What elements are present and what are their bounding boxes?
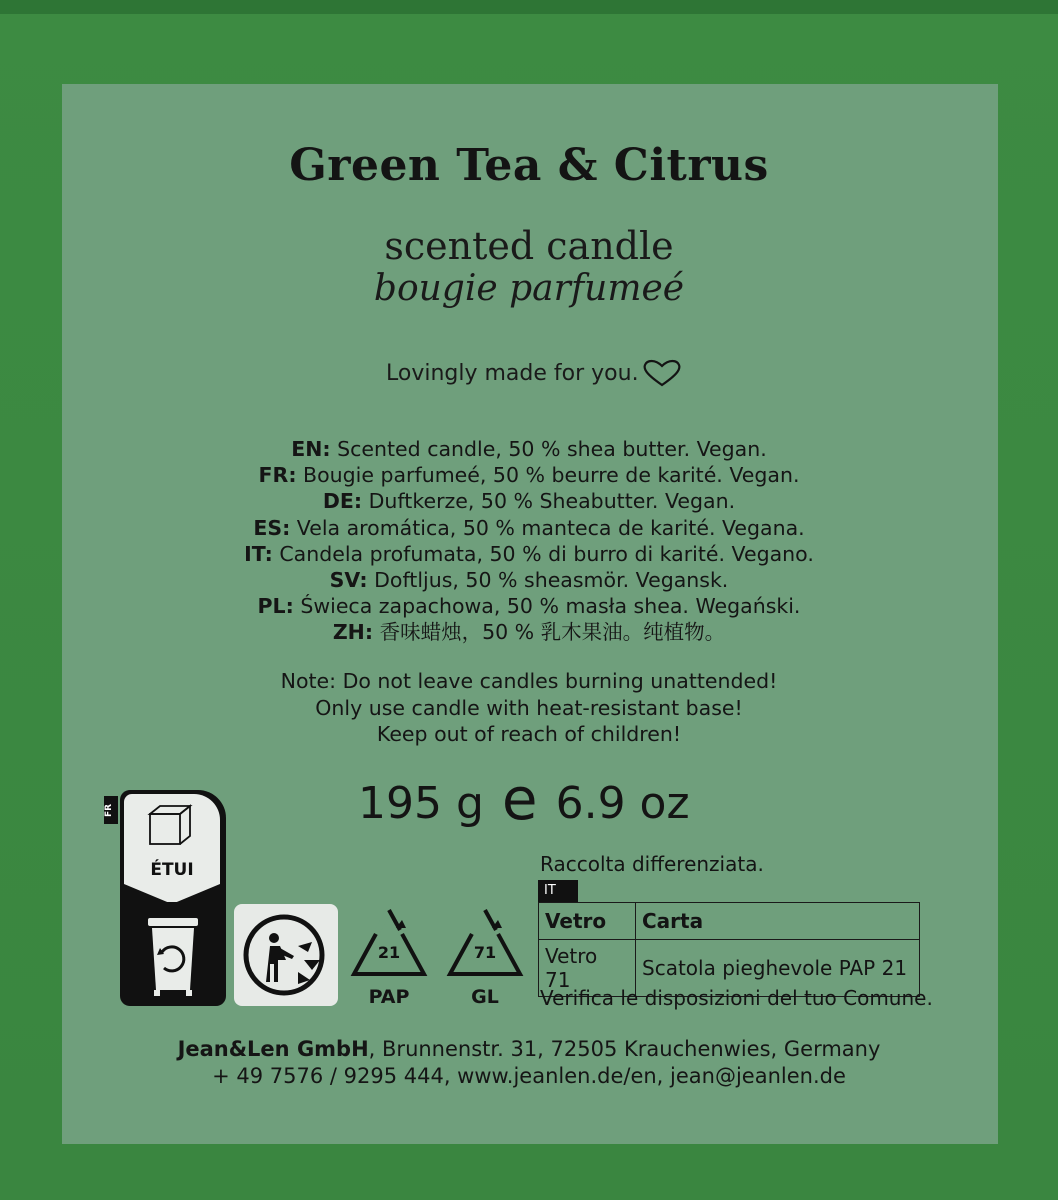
weight-grams: 195 g bbox=[358, 777, 484, 829]
box-top-edge bbox=[0, 0, 1058, 14]
product-subtitle-fr: bougie parfumeé bbox=[373, 268, 685, 309]
lang-code: EN: bbox=[291, 437, 331, 461]
pap-label: PAP bbox=[368, 986, 410, 1008]
recycling-table bbox=[538, 902, 920, 997]
note-line: Note: Do not leave candles burning unattended! bbox=[280, 669, 778, 693]
company-info bbox=[0, 1036, 1058, 1090]
box-icon bbox=[124, 794, 220, 860]
note-line: Only use candle with heat-resistant base! bbox=[315, 695, 743, 720]
lang-line-en bbox=[0, 436, 1058, 462]
lang-line-sv bbox=[0, 567, 1058, 593]
verifica-text: Verifica le disposizioni del tuo Comune. bbox=[540, 986, 933, 1010]
chevron-down-icon bbox=[124, 884, 220, 906]
company-address-line bbox=[0, 1036, 1058, 1063]
it-tag: IT bbox=[538, 880, 578, 902]
product-subtitle-en: scented candle bbox=[384, 224, 674, 268]
lang-line-it bbox=[0, 541, 1058, 567]
table-header-cell: Vetro bbox=[539, 903, 636, 940]
gl-number: 71 bbox=[473, 943, 497, 962]
lang-line-fr bbox=[0, 462, 1058, 488]
lang-code: SV: bbox=[329, 568, 368, 593]
gl-label: GL bbox=[471, 986, 499, 1008]
lang-code: DE: bbox=[322, 489, 363, 514]
lang-text: 香味蜡烛，50 % 乳木果油。纯植物。 bbox=[373, 620, 726, 645]
company-address: , Brunnenstr. 31, 72505 Krauchenwies, Germany bbox=[368, 1037, 881, 1061]
lang-text: Duftkerze, 50 % Sheabutter. Vegan. bbox=[362, 489, 736, 514]
lang-text: Candela profumata, 50 % di burro di karité. Vegano. bbox=[272, 541, 814, 566]
lang-line-de bbox=[0, 488, 1058, 514]
lang-code: ZH: bbox=[332, 620, 374, 645]
safety-note bbox=[0, 668, 1058, 748]
etui-label: ÉTUI bbox=[150, 860, 194, 880]
tidyman-icon bbox=[234, 904, 338, 1006]
bin-area bbox=[124, 904, 220, 1002]
lang-text: Doftljus, 50 % sheasmör. Vegansk. bbox=[367, 568, 729, 593]
estimated-sign-icon: e bbox=[501, 765, 538, 833]
company-name: Jean&Len GmbH bbox=[177, 1037, 369, 1061]
language-descriptions bbox=[0, 436, 1058, 646]
table-cell: Scatola pieghevole PAP 21 bbox=[636, 940, 920, 997]
gl-recycle-icon bbox=[440, 904, 530, 984]
fr-tag: FR bbox=[104, 796, 118, 824]
tagline-text: Lovingly made for you. bbox=[386, 360, 639, 386]
lang-line-pl bbox=[0, 593, 1058, 619]
product-title: Green Tea & Citrus bbox=[289, 140, 769, 191]
tidyman-panel bbox=[234, 904, 338, 1006]
raccolta-text: Raccolta differenziata. bbox=[540, 852, 764, 876]
lang-code: IT: bbox=[244, 541, 273, 566]
lang-line-es bbox=[0, 515, 1058, 541]
tagline bbox=[386, 358, 683, 388]
weight-ounces: 6.9 oz bbox=[555, 777, 690, 829]
lang-code: ES: bbox=[253, 515, 291, 540]
note-line: Keep out of reach of children! bbox=[376, 722, 682, 746]
lang-text: Świeca zapachowa, 50 % masła shea. Wegański. bbox=[293, 594, 801, 619]
table-cell: Vetro 71 bbox=[539, 940, 636, 997]
heart-icon bbox=[641, 358, 683, 388]
table-header-cell: Carta bbox=[636, 903, 920, 940]
lang-line-zh bbox=[0, 619, 1058, 645]
lang-code: FR: bbox=[258, 463, 297, 488]
lang-text: Scented candle, 50 % shea butter. Vegan. bbox=[330, 437, 767, 461]
lang-text: Vela aromática, 50 % manteca de karité. Vegana. bbox=[290, 515, 805, 540]
table-row bbox=[539, 903, 920, 940]
pap-recycle-icon bbox=[344, 904, 434, 984]
net-weight bbox=[358, 765, 690, 833]
recycle-bin-icon bbox=[124, 904, 220, 1002]
company-contact: + 49 7576 / 9295 444, www.jeanlen.de/en, jean@jeanlen.de bbox=[212, 1064, 846, 1088]
pap-number: 21 bbox=[377, 943, 401, 962]
lang-text: Bougie parfumeé, 50 % beurre de karité. Vegan. bbox=[296, 463, 800, 488]
lang-code: PL: bbox=[257, 594, 294, 619]
